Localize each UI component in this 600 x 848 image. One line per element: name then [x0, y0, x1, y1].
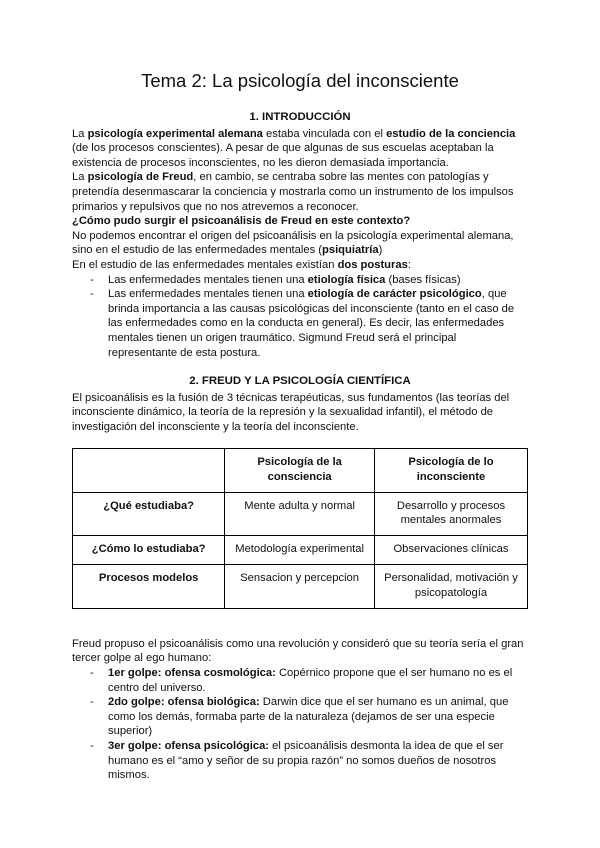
table-header-cell: Psicología de la consciencia — [225, 449, 375, 492]
text-run: Las enfermedades mentales tienen una — [108, 273, 308, 286]
table-row — [73, 536, 528, 565]
s1-paragraph-1 — [72, 127, 528, 171]
table-cell: Desarrollo y procesos mentales anormales — [374, 492, 527, 535]
text-run: , que brinda importancia a las causas psicológicas del inconsciente (tanto en el caso de las enfermedades como en la conducta en general). Es decir, las enfermedades mentales tienen un origen traumático. Sigmund Freud será el principal representante de esta postura. — [108, 288, 515, 359]
table-cell: Personalidad, motivación y psicopatología — [374, 565, 527, 608]
bold-term: 2do golpe: ofensa biológica: — [108, 696, 263, 709]
page-title: Tema 2: La psicología del inconsciente — [141, 70, 459, 91]
text-run: Las enfermedades mentales tienen una — [108, 288, 308, 301]
table-row-header: ¿Qué estudiaba? — [73, 492, 225, 535]
text-run: (de los procesos conscientes). A pesar de que algunas de sus escuelas aceptaban la existencia de procesos inconscientes, no les dieron demasiada importancia. — [72, 142, 494, 169]
table-cell: Metodología experimental — [225, 536, 375, 565]
table-header-cell — [73, 449, 225, 492]
table-cell: Mente adulta y normal — [225, 492, 375, 535]
s1-paragraph-2 — [72, 170, 528, 214]
text-run: , en cambio, se centraba sobre las mentes con patologías y pretendía desenmascarar la conciencia y mostrarla como un instrumento de los impulsos primarios y repulsivos que no nos atrevemos a reconocer. — [72, 171, 514, 213]
bold-term: 3er golpe: ofensa psicológica: — [108, 740, 270, 753]
bold-term: psicología experimental alemana — [87, 127, 263, 140]
table-header-row — [73, 449, 528, 492]
table-row — [73, 492, 528, 535]
s1-list — [72, 273, 528, 361]
section-1-heading: 1. INTRODUCCIÓN — [249, 111, 351, 123]
s1-paragraph-3 — [72, 229, 528, 258]
s2-paragraph-1: El psicoanálisis es la fusión de 3 técnicas terapéuticas, sus fundamentos (las teorías del inconsciente dinámico, la teoría de la represión y la sexualidad infantil), el método de investigación del inconsciente y la teoría del inconsciente. — [72, 391, 510, 433]
bold-term: etiología de carácter psicológico — [307, 288, 482, 301]
table-cell: Observaciones clínicas — [374, 536, 527, 565]
text-run: Darwin dice que el ser humano es un animal, que como los demás, formaba parte de la naturaleza (dejamos de ser una especie superior) — [108, 696, 509, 738]
list-item — [72, 695, 528, 739]
text-run: En el estudio de las enfermedades mentales existían — [72, 258, 338, 271]
s2-list — [72, 666, 528, 783]
bold-term: dos posturas — [337, 258, 408, 271]
s1-paragraph-4 — [72, 258, 528, 273]
text-run: (bases físicas) — [385, 273, 461, 286]
section-2-heading: 2. FREUD Y LA PSICOLOGÍA CIENTÍFICA — [189, 375, 411, 388]
table-cell: Sensacion y percepcion — [225, 565, 375, 608]
spacer — [72, 360, 528, 374]
s2-paragraph-2: Freud propuso el psicoanálisis como una revolución y consideró que su teoría sería el gran tercer golpe al ego humano: — [72, 637, 524, 665]
text-run: estaba vinculada con el — [262, 127, 387, 140]
text-run: : — [407, 258, 411, 271]
bold-term: psicología de Freud — [87, 171, 194, 184]
table-row — [73, 565, 528, 608]
list-item — [72, 739, 528, 783]
bold-term: etiología física — [307, 273, 386, 286]
table-row-header: Procesos modelos — [73, 565, 225, 608]
document-body — [72, 110, 528, 783]
comparison-table — [72, 448, 528, 608]
bold-term: 1er golpe: ofensa cosmológica: — [108, 667, 276, 680]
bold-question: ¿Cómo pudo surgir el psicoanálisis de Freud en este contexto? — [72, 215, 411, 228]
s1-question — [72, 214, 528, 229]
table-row-header: ¿Cómo lo estudiaba? — [73, 536, 225, 565]
table-header-cell: Psicología de lo inconsciente — [374, 449, 527, 492]
text-run: La — [72, 171, 88, 184]
text-run: La — [72, 127, 88, 140]
list-item — [72, 666, 528, 695]
text-run: el psicoanálisis desmonta la idea de que el ser humano es el “amo y señor de su propia razón” no somos dueños de nosotros mismos. — [108, 740, 504, 782]
bold-term: estudio de la conciencia — [386, 127, 516, 140]
bold-term: psiquiatría — [322, 244, 379, 257]
list-item — [72, 287, 528, 360]
text-run: ) — [378, 244, 383, 257]
text-run: Copérnico propone que el ser humano no es el centro del universo. — [108, 667, 513, 694]
text-run: No podemos encontrar el origen del psicoanálisis en la psicología experimental alemana, sino en el estudio de las enfermedades mentales ( — [72, 229, 514, 257]
list-item — [72, 273, 528, 288]
